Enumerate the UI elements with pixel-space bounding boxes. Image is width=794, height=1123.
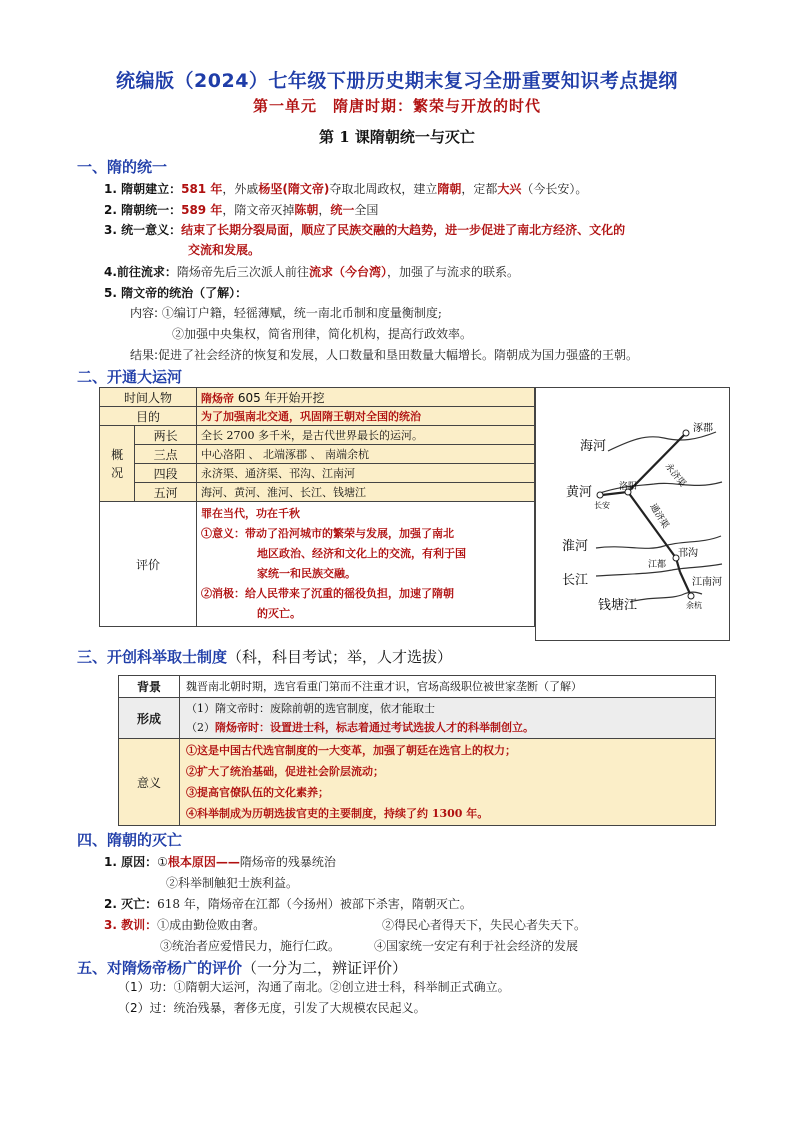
sub-value: 永济渠、通济渠、邗沟、江南河 (197, 464, 535, 483)
haihe-river (608, 432, 716, 451)
yy-value: ①这是中国古代选官制度的一大变革，加强了朝廷在选官上的权力； ②扩大了统治基础，促进社会阶层流动； ③提高官僚队伍的文化素养； ④科举制成为历朝选拔官吏的主要制度，持续了约 1300 年。 (180, 739, 716, 826)
hangou-label: 邗沟 (678, 548, 698, 559)
row-value: 为了加强南北交通，巩固隋王朝对全国的统治 (197, 407, 535, 426)
yuhang-dot (688, 593, 694, 599)
jiangnanhe-label: 江南河 (692, 577, 722, 588)
sub-value: 全长 2700 多千米，是古代世界最长的运河。 (197, 426, 535, 445)
row-label: 时间人物 (100, 388, 197, 407)
xc-label: 形成 (119, 698, 180, 739)
row-label: 目的 (100, 407, 197, 426)
item-significance-cont: 交流和发展。 (188, 243, 261, 257)
lesson-4: ④国家统一安定有利于社会经济的发展 (374, 939, 579, 953)
sub-label: 两长 (135, 426, 197, 445)
xc-value: （1）隋文帝时：废除前朝的选官制度，依才能取士 （2）隋炀帝时：设置进士科，标志着通过考试选拔人才的科举制创立。 (180, 698, 716, 739)
table-row (119, 676, 716, 698)
table-row (100, 464, 535, 483)
sub-value: 中心洛阳 、 北端涿郡 、 南端余杭 (197, 445, 535, 464)
yangdi-fault: （2）过：统治残暴，奢侈无度，引发了大规模农民起义。 (118, 1001, 426, 1015)
fall-reason-1: 1. 原因：①根本原因——隋炀帝的残暴统治 (104, 855, 336, 869)
bg-label: 背景 (119, 676, 180, 698)
sub-label: 五河 (135, 483, 197, 502)
fall-event: 2. 灭亡：618 年，隋炀帝在江都（今扬州）被部下杀害，隋朝灭亡。 (104, 897, 472, 911)
sub-label: 三点 (135, 445, 197, 464)
table-row (119, 739, 716, 826)
item-liuqiu: 4.前往流求：隋炀帝先后三次派人前往流求（今台湾），加强了与流求的联系。 (104, 265, 519, 279)
table-row (100, 426, 535, 445)
wendi-content-1: 内容: ①编订户籍，轻徭薄赋，统一南北币制和度量衡制度; (130, 306, 442, 320)
table-row (100, 388, 535, 407)
sub-value: 海河、黄河、淮河、长江、钱塘江 (197, 483, 535, 502)
haihe-label: 海河 (580, 439, 607, 454)
table-row (119, 698, 716, 739)
table-row (100, 483, 535, 502)
yy-label: 意义 (119, 739, 180, 826)
changan-label: 长安 (594, 501, 610, 510)
table-row (100, 445, 535, 464)
lessons-row-1: 3. 教训：①成由勤俭败由奢。 (104, 918, 266, 932)
yangdi-merit: （1）功：①隋朝大运河，沟通了南北。②创立进士科，科举制正式确立。 (118, 980, 510, 994)
section-heading-4: 四、隋朝的灭亡 (77, 831, 183, 849)
sub-label: 四段 (135, 464, 197, 483)
lesson-2: ②得民心者得天下，失民心者失天下。 (382, 918, 587, 932)
huaihe-label: 淮河 (562, 539, 589, 554)
item-significance: 3. 统一意义：结束了长期分裂局面，顺应了民族交融的大趋势，进一步促进了南北方经济、文化的 (104, 223, 626, 237)
row-value: 隋炀帝 605 年开始开挖 (197, 388, 535, 407)
lesson-title: 第 1 课隋朝统一与灭亡 (319, 128, 475, 146)
yongjiqu-label: 永济渠 (662, 461, 688, 490)
canal-table (99, 387, 535, 627)
tongjiqu-label: 通济渠 (647, 502, 671, 531)
keju-table (118, 675, 716, 826)
canal-map-svg (536, 388, 729, 640)
wendi-content-2: ②加强中央集权，简省刑律，简化机构，提高行政效率。 (172, 327, 473, 341)
zhuojun-dot (683, 430, 689, 436)
changan-dot (597, 492, 603, 498)
gaikuang-label: 概况 (100, 426, 135, 502)
wendi-result: 结果:促进了社会经济的恢复和发展，人口数量和垦田数量大幅增长。隋朝成为国力强盛的王朝。 (130, 348, 639, 362)
table-row (100, 407, 535, 426)
section-heading-1: 一、隋的统一 (77, 158, 168, 176)
qiantangjiang-label: 钱塘江 (598, 598, 638, 613)
pingjia-content: 罪在当代，功在千秋 ①意义：带动了沿河城市的繁荣与发展，加强了南北 地区政治、经济和文化上的交流，有利于国 家统一和民族交融。 ②消极：给人民带来了沉重的徭役负担，加速了隋朝 的灭亡。 (197, 502, 535, 627)
fall-reason-2: ②科举制触犯士族利益。 (166, 876, 299, 890)
huanghe-label: 黄河 (566, 485, 593, 500)
pingjia-label: 评价 (100, 502, 197, 627)
table-row (100, 502, 535, 627)
jiangdu-label: 江都 (648, 560, 667, 570)
huaihe-river (596, 536, 721, 548)
bg-value: 魏晋南北朝时期，选官看重门第而不注重才识，官场高级职位被世家垄断（了解） (180, 676, 716, 698)
section-heading-5: 五、对隋炀帝杨广的评价（一分为二，辨证评价） (77, 959, 408, 977)
luoyang-label: 洛阳 (619, 482, 638, 492)
item-wendi-rule: 5. 隋文帝的统治（了解）： (104, 286, 248, 300)
document-title: 统编版（2024）七年级下册历史期末复习全册重要知识考点提纲 (116, 70, 678, 92)
section-heading-2: 二、开通大运河 (77, 368, 183, 386)
zhuojun-label: 涿郡 (693, 423, 713, 434)
lesson-3: ③统治者应爱惜民力，施行仁政。 (160, 939, 341, 953)
section-heading-3: 三、开创科举取士制度（科，科目考试；举，人才选拔） (77, 648, 453, 666)
changjiang-label: 长江 (562, 573, 589, 588)
yuhang-label: 余杭 (686, 601, 702, 610)
item-founding: 1. 隋朝建立：581 年，外戚杨坚(隋文帝)夺取北周政权，建立隋朝，定都大兴（今长安）。 (104, 182, 588, 196)
jiangnanhe-canal (680, 572, 691, 596)
item-unification: 2. 隋朝统一：589 年，隋文帝灭掉陈朝，统一全国 (104, 203, 379, 217)
unit-title: 第一单元 隋唐时期：繁荣与开放的时代 (252, 97, 541, 115)
grand-canal-map (535, 387, 730, 641)
